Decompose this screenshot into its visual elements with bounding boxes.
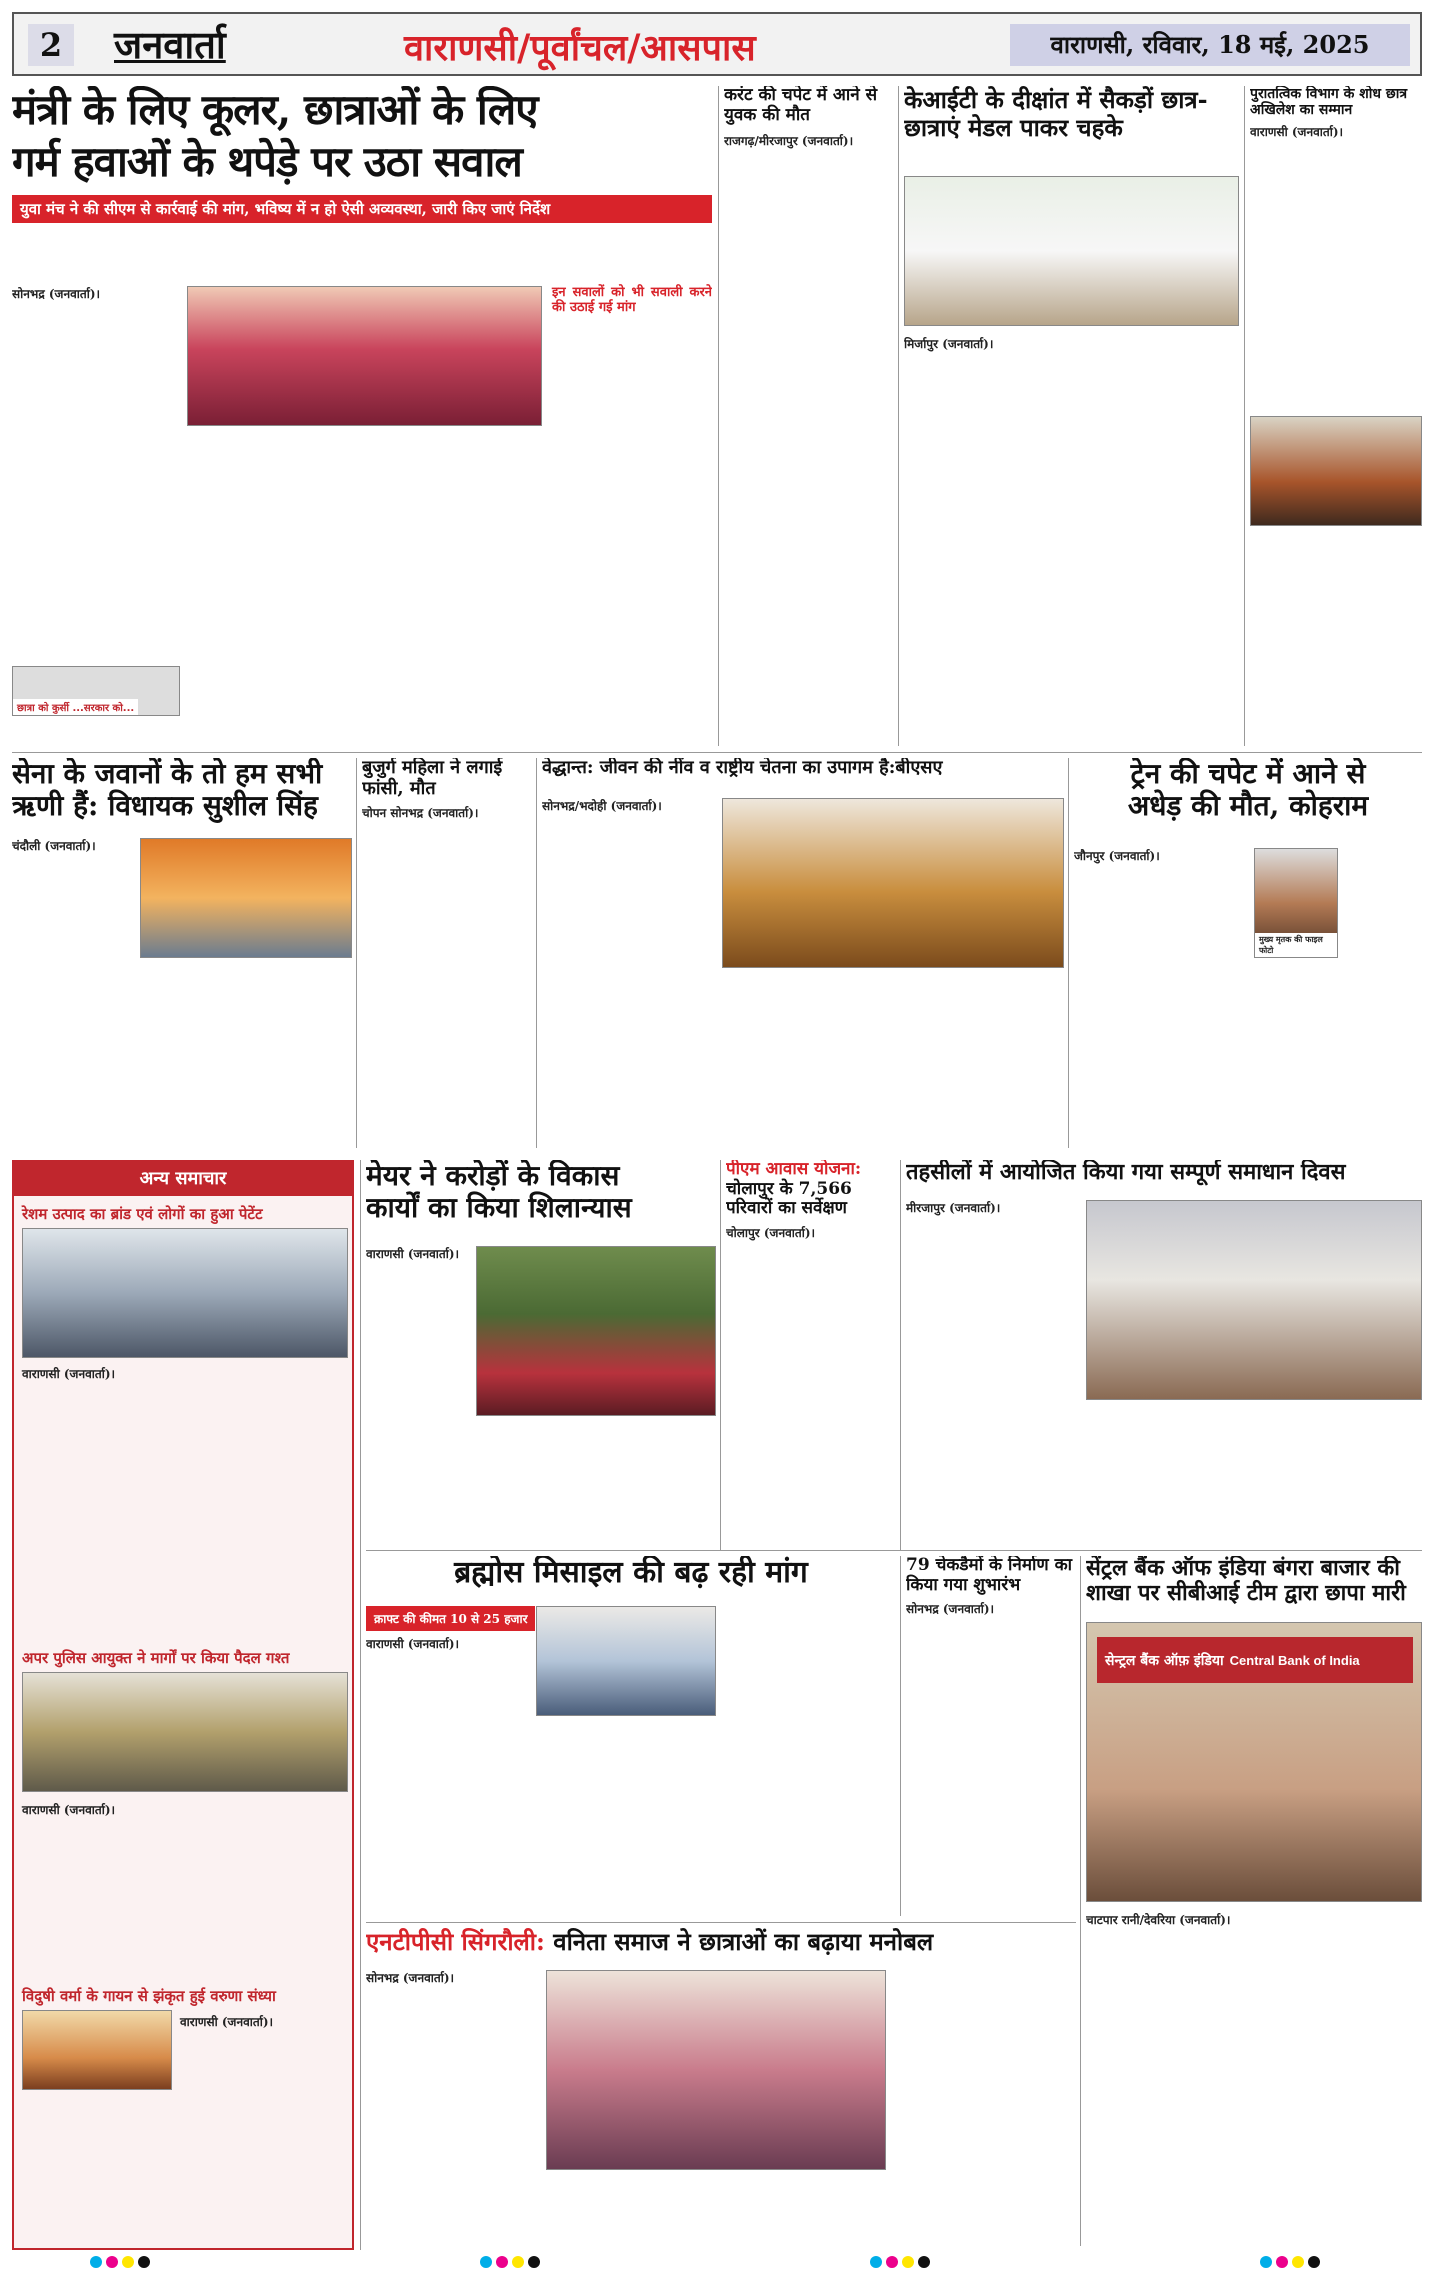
- kit-byline: मिर्जापुर (जनवार्ता)।: [904, 337, 994, 351]
- divider: [1080, 1556, 1081, 2246]
- elderly-article: [362, 758, 532, 1148]
- current-death-article: [724, 86, 894, 746]
- pm-awas-headline: चोलापुर के 7,566 परिवारों का सर्वेक्षण: [726, 1178, 852, 1219]
- research-headline: पुरातत्विक विभाग के शोध छात्र अखिलेश का सम्मान: [1250, 86, 1408, 119]
- yellow-mark: [122, 2256, 134, 2268]
- tehsil-article: [906, 1160, 1422, 1550]
- bank-signboard: [1097, 1637, 1413, 1683]
- pm-awas-headline-red: पीएम आवास योजना:: [726, 1160, 862, 1179]
- kit-photo: [904, 176, 1239, 326]
- paper-name: जनवार्ता: [114, 22, 226, 67]
- train-byline: जौनपुर (जनवार्ता)।: [1074, 849, 1160, 863]
- divider: [718, 86, 719, 746]
- ntpc-headline-red: एनटीपीसी सिंगरौली:: [366, 1928, 545, 1956]
- central-bank-byline: चाटपार रानी/देवरिया (जनवार्ता)।: [1086, 1913, 1231, 1927]
- cyan-mark: [90, 2256, 102, 2268]
- army-article: [12, 758, 352, 1148]
- lead-photo: [187, 286, 542, 426]
- central-bank-headline-2: शाखा पर सीबीआई टीम द्वारा छापा मारी: [1086, 1580, 1406, 1607]
- sidebar-item2-headline: अपर पुलिस आयुक्त ने मार्गों पर किया पैदल गश्त: [22, 1649, 290, 1667]
- masthead: [12, 12, 1422, 76]
- sidebar-title: अन्य समाचार: [14, 1162, 352, 1196]
- brahmos-article: [366, 1556, 896, 1916]
- sidebar-item3-headline: विदुषी वर्मा के गायन से झंकृत हुई वरुणा संध्या: [22, 1987, 276, 2005]
- vedic-byline: सोनभद्र/भदोही (जनवार्ता)।: [542, 799, 662, 813]
- pm-awas-article: [726, 1160, 896, 1540]
- divider: [720, 1160, 721, 1550]
- bank-sign-english: Central Bank of India: [1229, 1652, 1360, 1668]
- black-mark: [138, 2256, 150, 2268]
- mayor-photo: [476, 1246, 716, 1416]
- lead-article: [12, 86, 712, 746]
- divider: [1068, 758, 1069, 1148]
- divider: [536, 758, 537, 1148]
- current-death-byline: राजगढ़/मीरजापुर (जनवार्ता)।: [724, 134, 854, 149]
- lead-byline: सोनभद्र (जनवार्ता)।: [12, 287, 101, 301]
- sidebar-item2-photo: [22, 1672, 348, 1792]
- magenta-mark: [1276, 2256, 1288, 2268]
- divider: [12, 752, 1422, 753]
- lead-headline-1: मंत्री के लिए कूलर, छात्राओं के लिए: [12, 86, 538, 134]
- ntpc-headline: वनिता समाज ने छात्राओं का बढ़ाया मनोबल: [553, 1928, 934, 1956]
- lead-photo-caption: छात्रा को कुर्सी ...सरकार को...: [13, 699, 138, 715]
- sidebar-item1-headline: रेशम उत्पाद का ब्रांड एवं लोगों का हुआ पेटेंट: [22, 1205, 263, 1223]
- checkdam-headline: 79 चेकडैमों के निर्माण का किया गया शुभारंभ: [906, 1556, 1073, 1595]
- lead-small-photo: [12, 666, 180, 716]
- tehsil-headline: तहसीलों में आयोजित किया गया सम्पूर्ण समाधान दिवस: [906, 1160, 1346, 1185]
- vedic-article: [542, 758, 1064, 1148]
- yellow-mark: [512, 2256, 524, 2268]
- lead-inline-heading: इन सवालों को भी सवाली करने की उठाई गई मांग: [552, 285, 712, 315]
- black-mark: [528, 2256, 540, 2268]
- brahmos-byline: वाराणसी (जनवार्ता)।: [366, 1637, 460, 1651]
- train-photo-caption: मुख्य मृतक की फाइल फोटो: [1255, 933, 1337, 957]
- pm-awas-byline: चोलापुर (जनवार्ता)।: [726, 1225, 816, 1240]
- brahmos-headline: ब्रह्मोस मिसाइल की बढ़ रही मांग: [454, 1556, 808, 1590]
- divider: [898, 86, 899, 746]
- ntpc-article: [366, 1928, 1076, 2248]
- train-victim-photo: [1254, 848, 1338, 958]
- elderly-byline: चोपन सोनभद्र (जनवार्ता)।: [362, 806, 479, 821]
- tehsil-byline: मीरजापुर (जनवार्ता)।: [906, 1201, 1001, 1215]
- vedic-headline: वेद्धान्त: जीवन की नींव व राष्ट्रीय चेतना का उपागम है:बीएसए: [542, 758, 943, 778]
- sidebar-item3-byline: वाराणसी (जनवार्ता)।: [180, 2015, 274, 2029]
- dateline: वाराणसी, रविवार, 18 मई, 2025: [1010, 24, 1410, 66]
- army-photo: [140, 838, 352, 958]
- divider: [360, 1160, 361, 2250]
- train-headline-1: ट्रेन की चपेट में आने से: [1130, 758, 1366, 790]
- mayor-byline: वाराणसी (जनवार्ता)।: [366, 1247, 460, 1261]
- army-byline: चंदौली (जनवार्ता)।: [12, 839, 96, 853]
- other-news-sidebar: [12, 1160, 354, 2250]
- checkdam-article: [906, 1556, 1076, 1916]
- sidebar-item3-photo: [22, 2010, 172, 2090]
- research-photo: [1250, 416, 1422, 526]
- lead-headline-2: गर्म हवाओं के थपेड़े पर उठा सवाल: [12, 137, 522, 187]
- train-headline-2: अधेड़ की मौत, कोहराम: [1127, 789, 1369, 823]
- checkdam-byline: सोनभद्र (जनवार्ता)।: [906, 1602, 995, 1617]
- lead-subhead: युवा मंच ने की सीएम से कार्रवाई की मांग, भविष्य में न हो ऐसी अव्यवस्था, जारी किए जाएं निर्देश: [12, 195, 712, 223]
- yellow-mark: [1292, 2256, 1304, 2268]
- army-headline-2: ऋणी हैं: विधायक सुशील सिंह: [12, 789, 318, 823]
- black-mark: [918, 2256, 930, 2268]
- sidebar-item2-byline: वाराणसी (जनवार्ता)।: [22, 1803, 116, 1817]
- mayor-article: [366, 1160, 716, 1550]
- elderly-headline: बुजुर्ग महिला ने लगाई फांसी, मौत: [362, 758, 503, 799]
- cyan-mark: [870, 2256, 882, 2268]
- page-number: 2: [28, 24, 74, 66]
- research-byline: वाराणसी (जनवार्ता)।: [1250, 125, 1344, 140]
- divider: [366, 1922, 1076, 1923]
- brahmos-photo: [536, 1606, 716, 1716]
- tehsil-photo: [1086, 1200, 1422, 1400]
- magenta-mark: [106, 2256, 118, 2268]
- mayor-headline-2: कार्यों का किया शिलान्यास: [366, 1191, 632, 1225]
- ntpc-byline: सोनभद्र (जनवार्ता)।: [366, 1971, 455, 1985]
- divider: [1244, 86, 1245, 746]
- brahmos-tag: क्राफ्ट की कीमत 10 से 25 हजार: [366, 1606, 535, 1631]
- ntpc-photo: [546, 1970, 886, 2170]
- kit-headline: केआईटी के दीक्षांत में सैकड़ों छात्र-छात्राएं मेडल पाकर चहके: [904, 86, 1208, 142]
- central-bank-photo: [1086, 1622, 1422, 1902]
- cyan-mark: [480, 2256, 492, 2268]
- magenta-mark: [886, 2256, 898, 2268]
- vedic-photo: [722, 798, 1064, 968]
- black-mark: [1308, 2256, 1320, 2268]
- central-bank-article: [1086, 1556, 1422, 2246]
- army-headline-1: सेना के जवानों के तो हम सभी: [12, 758, 323, 790]
- bank-sign-hindi: सेन्ट्रल बैंक ऑफ़ इंडिया: [1105, 1652, 1224, 1669]
- current-death-headline: करंट की चपेट में आने से युवक की मौत: [724, 86, 878, 125]
- divider: [900, 1160, 901, 1550]
- cyan-mark: [1260, 2256, 1272, 2268]
- kit-article: [904, 86, 1239, 746]
- sidebar-item1-photo: [22, 1228, 348, 1358]
- mayor-headline-1: मेयर ने करोड़ों के विकास: [366, 1160, 620, 1192]
- print-registration-marks: [0, 2256, 1434, 2270]
- divider: [366, 1550, 1422, 1551]
- divider: [356, 758, 357, 1148]
- central-bank-headline-1: सेंट्रल बैंक ऑफ इंडिया बंगरा बाजार की: [1086, 1556, 1401, 1581]
- magenta-mark: [496, 2256, 508, 2268]
- section-title: वाराणसी/पूर्वांचल/आसपास: [404, 27, 756, 69]
- train-article: [1074, 758, 1422, 1148]
- sidebar-item1-byline: वाराणसी (जनवार्ता)।: [22, 1367, 116, 1381]
- divider: [900, 1556, 901, 1916]
- yellow-mark: [902, 2256, 914, 2268]
- research-article: [1250, 86, 1422, 746]
